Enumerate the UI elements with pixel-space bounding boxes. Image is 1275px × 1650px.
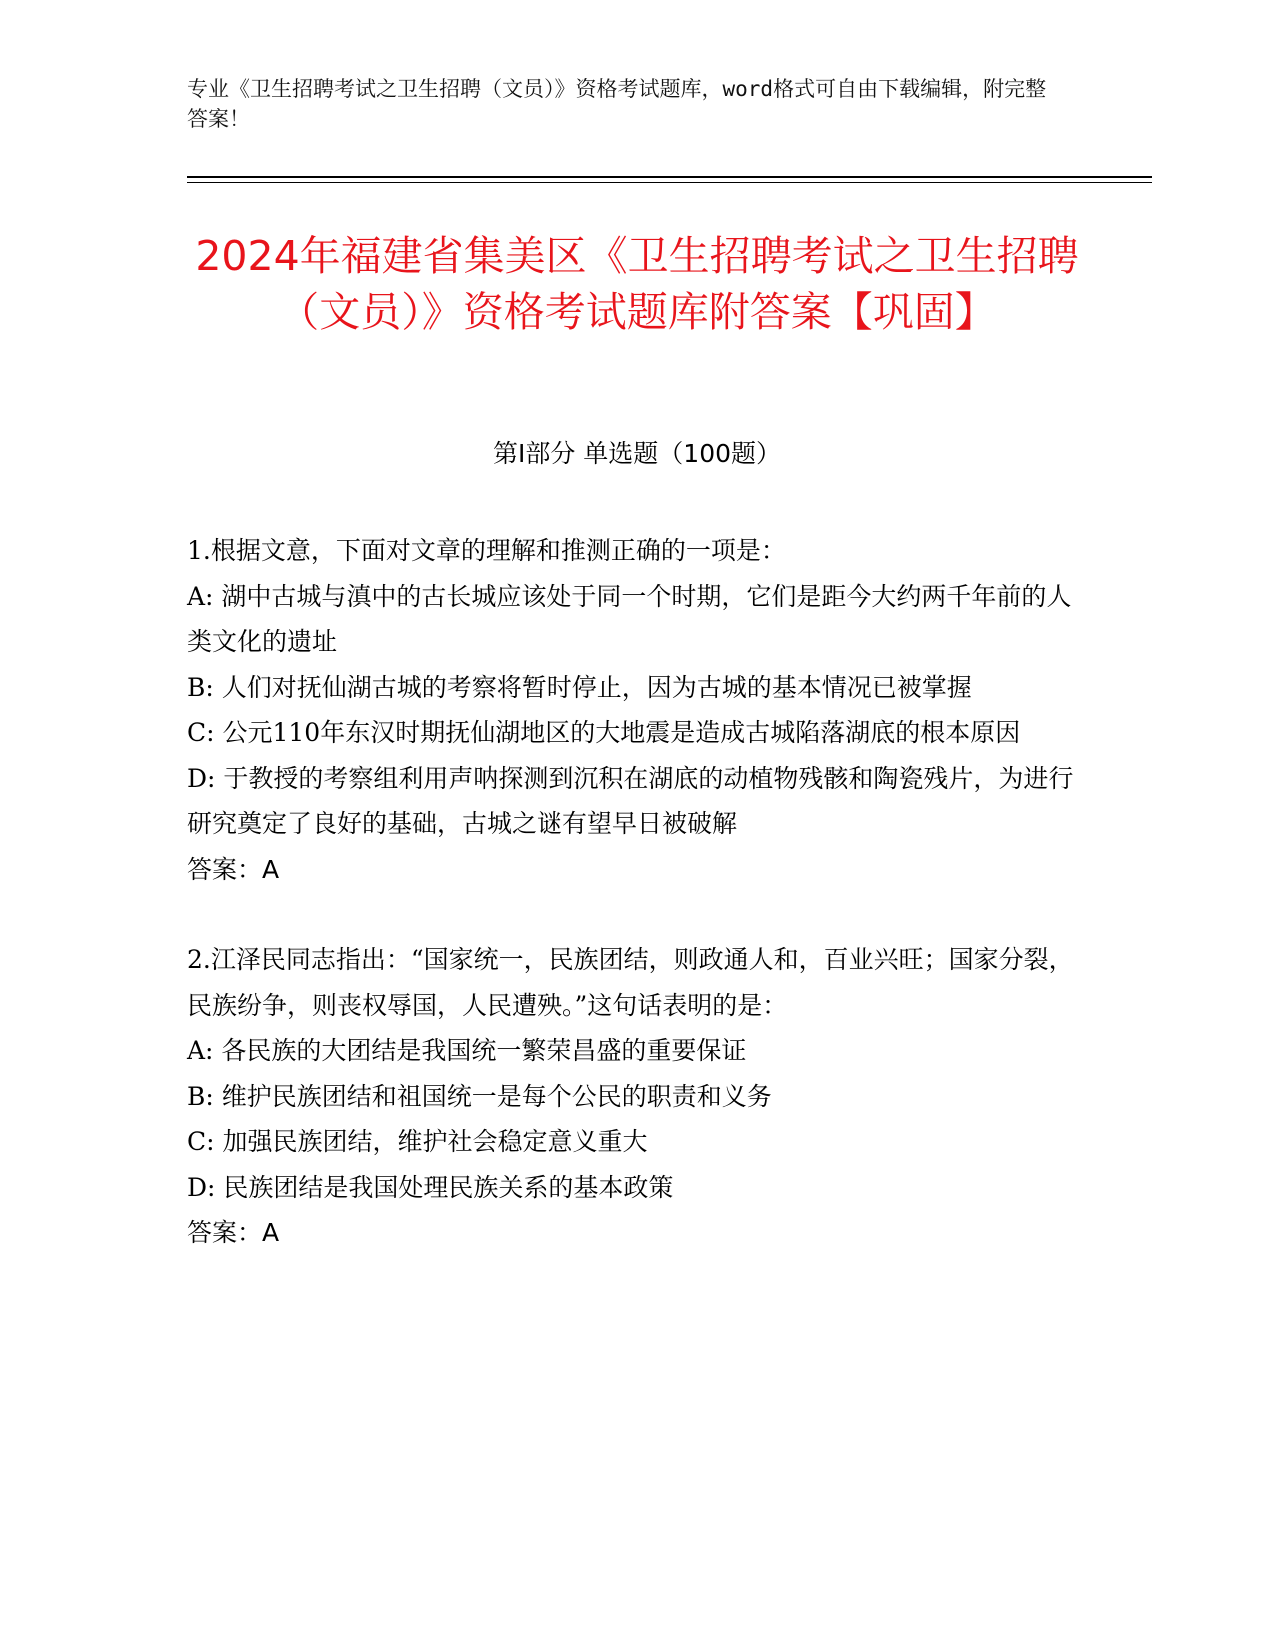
option-a: A: 湖中古城与滇中的古长城应该处于同一个时期，它们是距今大约两千年前的人类文化的遗址 xyxy=(187,581,1072,656)
document-title: 2024年福建省集美区《卫生招聘考试之卫生招聘（文员）》资格考试题库附答案【巩固】 xyxy=(195,232,1079,336)
question-stem: 1.根据文意，下面对文章的理解和推测正确的一项是： xyxy=(187,536,786,565)
answer-line: 答案：A xyxy=(187,854,280,884)
option-c: C: 加强民族团结，维护社会稳定意义重大 xyxy=(187,1127,648,1156)
question-1 xyxy=(187,528,1087,892)
option-a: A: 各民族的大团结是我国统一繁荣昌盛的重要保证 xyxy=(187,1036,747,1065)
header-divider-thick xyxy=(187,176,1152,178)
header-note: 专业《卫生招聘考试之卫生招聘（文员）》资格考试题库，word格式可自由下载编辑，附完整答案！ xyxy=(187,77,1047,131)
question-stem: 2.江泽民同志指出：“国家统一，民族团结，则政通人和，百业兴旺；国家分裂，民族纷争，则丧权辱国，人民遭殃。”这句话表明的是： xyxy=(187,945,1074,1020)
option-c: C: 公元110年东汉时期抚仙湖地区的大地震是造成古城陷落湖底的根本原因 xyxy=(187,718,1021,747)
answer-line: 答案：A xyxy=(187,1218,280,1247)
section-heading: 第I部分 单选题（100题） xyxy=(492,439,782,468)
option-d: D: 民族团结是我国处理民族关系的基本政策 xyxy=(187,1172,674,1202)
question-list xyxy=(187,528,1087,1301)
option-d: D: 于教授的考察组利用声呐探测到沉积在湖底的动植物残骸和陶瓷残片，为进行研究奠定了良好的基础，古城之谜有望早日被破解 xyxy=(187,763,1074,838)
question-2 xyxy=(187,937,1087,1256)
header-divider-thin xyxy=(187,182,1152,183)
option-b: B: 人们对抚仙湖古城的考察将暂时停止，因为古城的基本情况已被掌握 xyxy=(187,672,972,702)
option-b: B: 维护民族团结和祖国统一是每个公民的职责和义务 xyxy=(187,1081,772,1111)
